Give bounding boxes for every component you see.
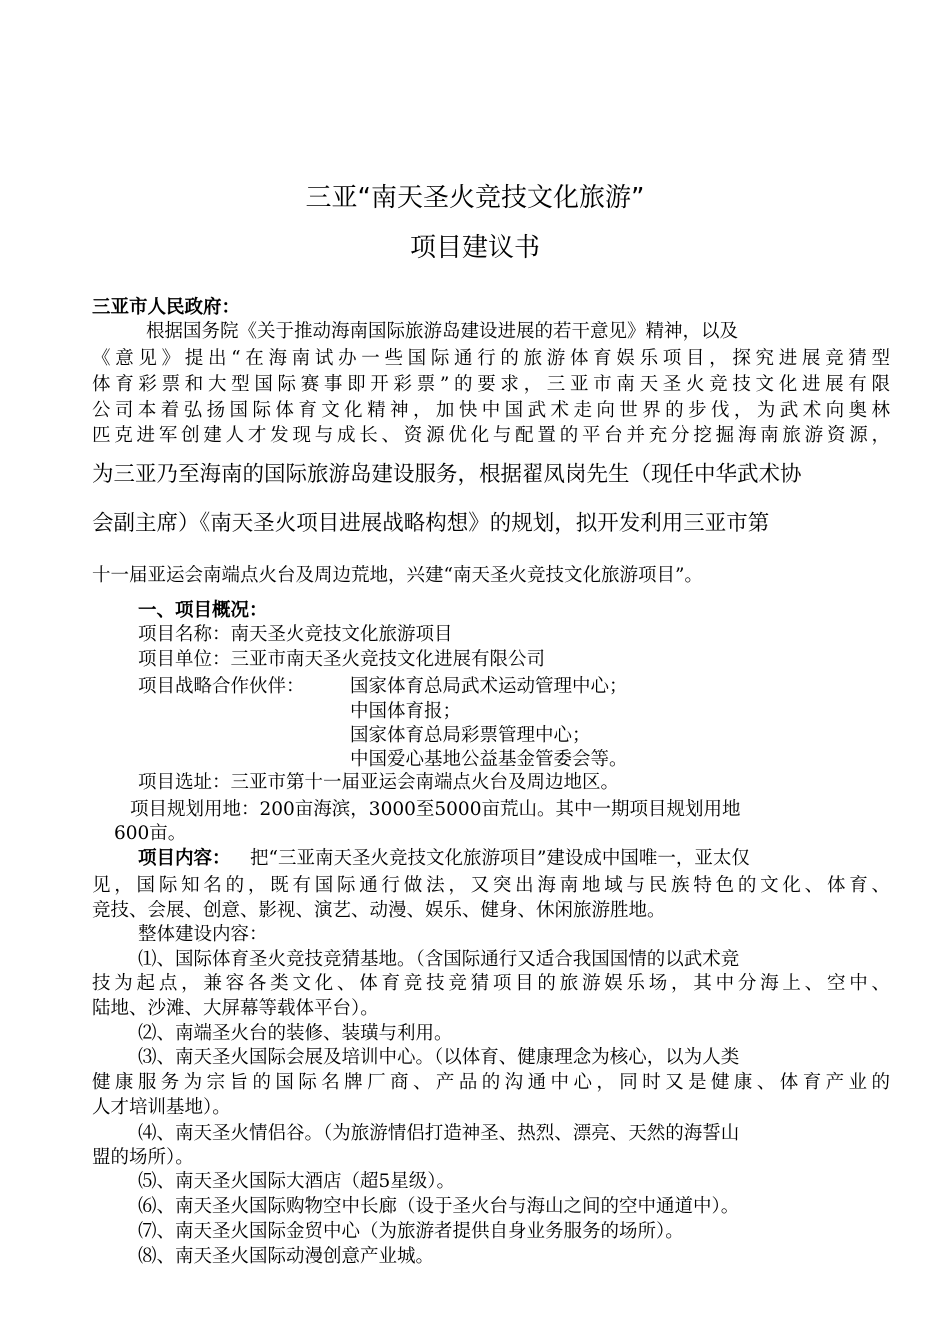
content-line: 把“三亚南天圣火竞技文化旅游项目”建设成中国唯一，亚太仅 — [250, 848, 750, 869]
partner-item: 中国体育报； — [350, 701, 462, 722]
build-item: 陆地、沙滩、大屏幕等载体平台）。 — [92, 998, 379, 1019]
build-item: ⑸、南天圣火国际大酒店（超5星级）。 — [138, 1171, 456, 1192]
build-item: 健康服务为宗旨的国际名牌厂商、产品的沟通中心，同时又是健康、体育产业的 — [92, 1072, 890, 1093]
partner-item: 国家体育总局武术运动管理中心； — [350, 676, 628, 697]
project-site: 项目选址：三亚市第十一届亚运会南端点火台及周边地区。 — [138, 772, 620, 793]
project-land-cont: 600亩。 — [114, 823, 187, 844]
build-item: ⑵、南端圣火台的装修、装璜与利用。 — [138, 1023, 453, 1044]
build-item: 技为起点，兼容各类文化、体育竞技竞猜项目的旅游娱乐场，其中分海上、空中、 — [92, 973, 890, 994]
project-land: 项目规划用地：200亩海滨，3000至5000亩荒山。其中一期项目规划用地 — [130, 799, 741, 820]
build-item: ⑷、南天圣火情侣谷。（为旅游情侣打造神圣、热烈、漂亮、天然的海誓山 — [138, 1123, 740, 1144]
intro-line: 匹克进军创建人才发现与成长、资源优化与配置的平台并充分挖掘海南旅游资源， — [92, 425, 890, 446]
build-item: 盟的场所）。 — [92, 1147, 194, 1168]
intro-line: 体育彩票和大型国际赛事即开彩票”的要求，三亚市南天圣火竞技文化进展有限 — [92, 374, 890, 395]
build-item: ⑻、南天圣火国际动漫创意产业城。 — [138, 1246, 435, 1267]
document-subtitle: 项目建议书 — [409, 233, 540, 263]
addressee: 三亚市人民政府： — [92, 297, 241, 318]
intro-line: 会副主席）《南天圣火项目进展战略构想》的规划，拟开发利用三亚市第 — [92, 511, 770, 536]
project-name: 项目名称：南天圣火竞技文化旅游项目 — [138, 624, 453, 645]
build-item: ⑴、国际体育圣火竞技竞猜基地。（含国际通行又适合我国国情的以武术竞 — [138, 949, 740, 970]
partner-item: 国家体育总局彩票管理中心； — [350, 725, 591, 746]
intro-line: 《意见》提出“在海南试办一些国际通行的旅游体育娱乐项目，探究进展竞猜型 — [92, 348, 890, 369]
section-heading: 一、项目概况： — [138, 600, 268, 621]
partners-label: 项目战略合作伙伴： — [138, 676, 305, 697]
overall-label: 整体建设内容： — [138, 924, 268, 945]
content-label: 项目内容： — [138, 848, 231, 869]
intro-line: 根据国务院《关于推动海南国际旅游岛建设进展的若干意见》精神，以及 — [146, 321, 739, 342]
build-item: ⑹、南天圣火国际购物空中长廊（设于圣火台与海山之间的空中通道中）。 — [138, 1196, 740, 1217]
intro-line: 为三亚乃至海南的国际旅游岛建设服务，根据翟凤岗先生（现任中华武术协 — [92, 462, 802, 487]
intro-line: 十一届亚运会南端点火台及周边荒地，兴建“南天圣火竞技文化旅游项目”。 — [92, 565, 703, 586]
partner-item: 中国爱心基地公益基金管委会等。 — [350, 749, 628, 770]
intro-line: 公司本着弘扬国际体育文化精神，加快中国武术走向世界的步伐，为武术向奥林 — [92, 400, 890, 421]
content-line: 见，国际知名的，既有国际通行做法，又突出海南地域与民族特色的文化、体育、 — [92, 875, 890, 896]
document-title: 三亚“南天圣火竞技文化旅游” — [305, 183, 645, 213]
build-item: ⑶、南天圣火国际会展及培训中心。（以体育、健康理念为核心，以为人类 — [138, 1047, 740, 1068]
build-item: ⑺、南天圣火国际金贸中心（为旅游者提供自身业务服务的场所）。 — [138, 1221, 684, 1242]
content-line: 竞技、会展、创意、影视、演艺、动漫、娱乐、健身、休闲旅游胜地。 — [92, 900, 666, 921]
project-unit: 项目单位：三亚市南天圣火竞技文化进展有限公司 — [138, 649, 546, 670]
build-item: 人才培训基地）。 — [92, 1097, 231, 1118]
